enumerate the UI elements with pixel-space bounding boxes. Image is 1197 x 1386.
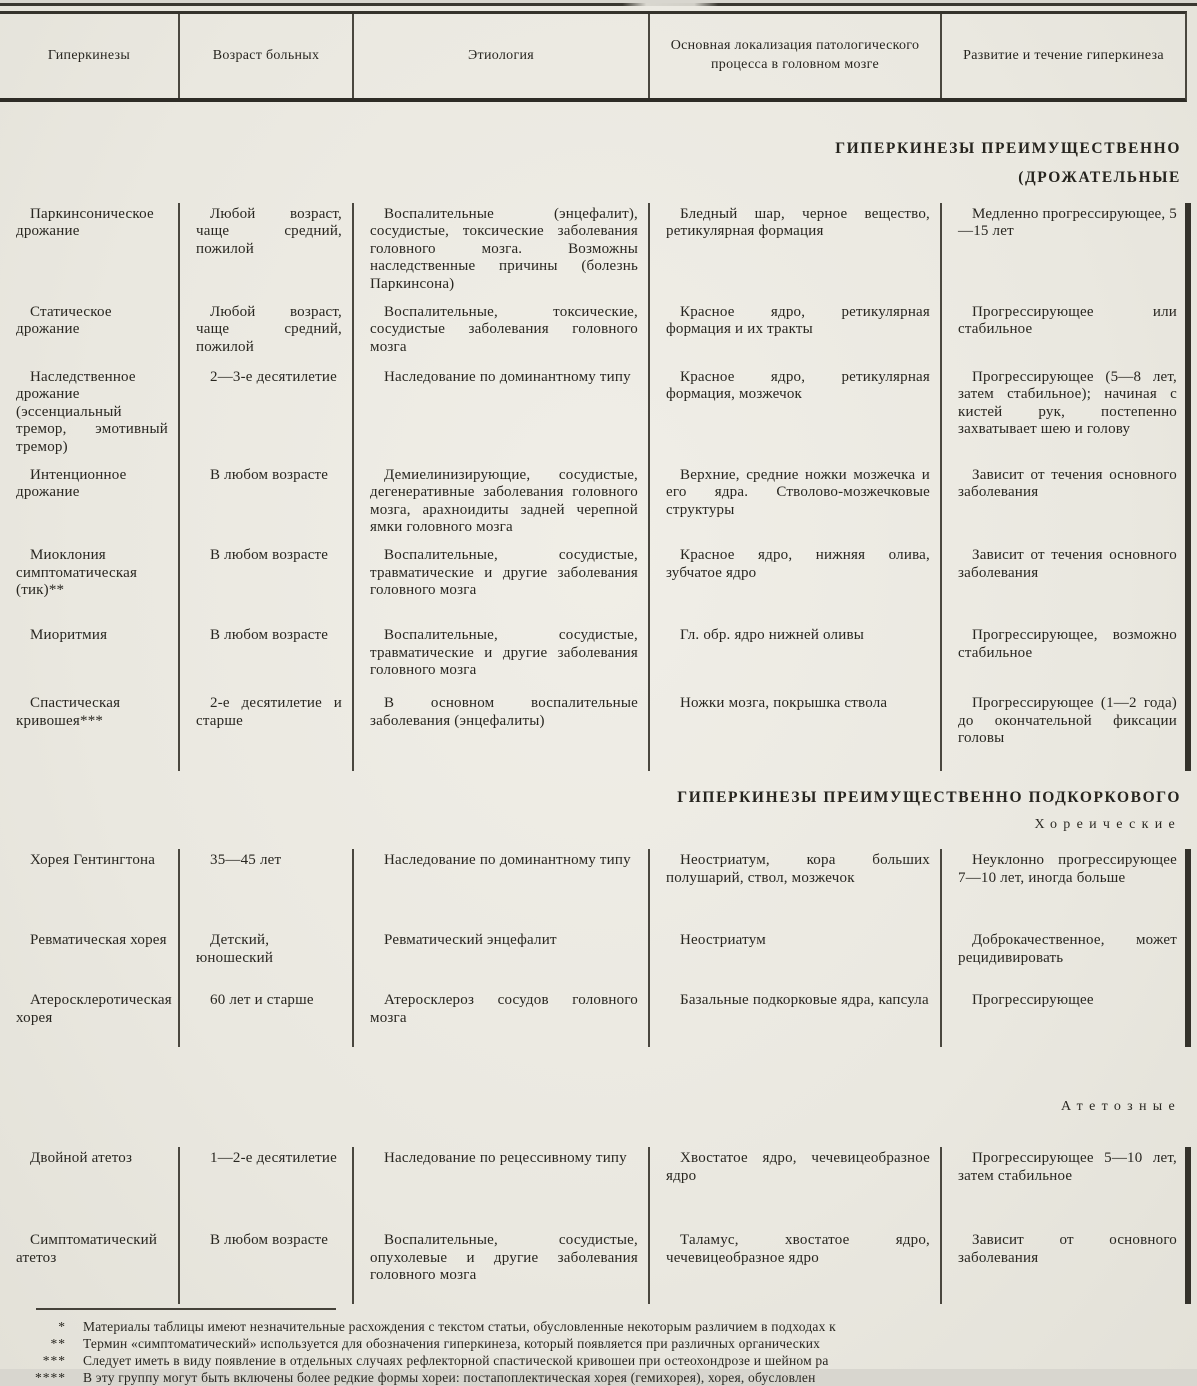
- section-heading-line2: (ДРОЖАТЕЛЬНЫЕ: [1018, 169, 1181, 186]
- cell-text: Статическое дрожание: [16, 303, 112, 338]
- cell-text: Зависит от течения основного заболевания: [958, 547, 1177, 581]
- cell-text: Зависит от основного заболевания: [958, 1232, 1177, 1266]
- table-cell: [0, 544, 178, 624]
- table-cell: [940, 929, 1185, 989]
- table-cell: [648, 989, 940, 1047]
- table-cell: [352, 692, 648, 771]
- cell-text: Любой возраст, чаще средний, пожилой: [196, 303, 342, 355]
- section-heading-line1: ГИПЕРКИНЕЗЫ ПРЕИМУЩЕСТВЕННО ПОДКОРКОВОГО: [677, 789, 1181, 807]
- table-cell: [648, 366, 940, 464]
- table-row: [0, 1229, 1185, 1304]
- table-cell: [940, 1147, 1185, 1229]
- table-cell: [940, 989, 1185, 1047]
- footnote-line: [0, 1335, 1197, 1352]
- table-cell: [352, 366, 648, 464]
- cell-text: Ревматический энцефалит: [384, 932, 557, 949]
- cell-text: 2-е десятилетие и старше: [196, 695, 342, 729]
- cell-text: Миоритмия: [30, 627, 108, 644]
- cell-text: Спастическая кривошея***: [16, 695, 121, 729]
- table-cell: [0, 1229, 178, 1304]
- cell-text: Базальные подкорковые ядра, капсула: [680, 992, 929, 1009]
- table-cell: [0, 301, 178, 366]
- footnote-line: [0, 1318, 1197, 1335]
- footnote-marker: ****: [35, 1370, 66, 1386]
- column-header-hyperkineses: Гиперкинезы: [47, 47, 131, 63]
- cell-text: 60 лет и старше: [210, 992, 314, 1009]
- table-cell: [352, 989, 648, 1047]
- section-heading-tremulous: [0, 140, 1185, 187]
- cell-text: Прогрессирующее или стабильное: [958, 303, 1177, 338]
- footnote-text: В эту группу могут быть включены более редкие формы хореи: постапоплектическая хорея (гемихорея), хорея, обусловлен: [83, 1370, 816, 1386]
- cell-text: Миоклония симптоматическая (тик)**: [16, 547, 138, 599]
- cell-text: Воспалительные (энцефалит), сосудистые, токсические заболевания головного мозга. Возможны наследственные причины (болезнь Паркинсона): [370, 206, 638, 292]
- table-cell: [0, 849, 178, 929]
- table-cell: [352, 849, 648, 929]
- table-cell: [0, 692, 178, 771]
- cell-text: В любом возрасте: [210, 1232, 329, 1249]
- cell-text: Любой возраст, чаще средний, пожилой: [196, 206, 342, 257]
- cell-text: Зависит от течения основного заболевания: [958, 466, 1177, 501]
- cell-text: Воспалительные, сосудистые, травматические и другие заболевания головного мозга: [370, 547, 638, 599]
- table-cell: [0, 1147, 178, 1229]
- cell-text: Атеросклероз сосудов головного мозга: [370, 992, 638, 1026]
- cell-text: Прогрессирующее, возможно стабильное: [958, 627, 1177, 661]
- table-cell: [178, 464, 352, 545]
- table-row: [0, 989, 1185, 1047]
- footnote-line: [0, 1369, 1197, 1386]
- footnote-marker: ***: [42, 1353, 66, 1369]
- table-row: [0, 1147, 1185, 1229]
- table-cell: [178, 544, 352, 624]
- cell-text: Красное ядро, ретикулярная формация и их тракты: [666, 303, 930, 338]
- table-row: [0, 203, 1185, 301]
- cell-text: Паркинсоническое дрожание: [16, 206, 154, 240]
- table-cell: [940, 1229, 1185, 1304]
- footnote-text: Термин «симптоматический» используется для обозначения гиперкинеза, который появляется при различных органических: [83, 1336, 821, 1352]
- table-cell: [940, 544, 1185, 624]
- table-cell: [648, 929, 940, 989]
- table-row: [0, 366, 1185, 464]
- cell-text: Детский, юношеский: [196, 932, 274, 966]
- cell-text: Таламус, хвостатое ядро, чечевицеобразное ядро: [666, 1232, 930, 1266]
- scanned-table-page: [0, 3, 1197, 1386]
- footnote-separator-rule: [36, 1308, 336, 1310]
- table-cell: [648, 1229, 940, 1304]
- table-row: [0, 929, 1185, 989]
- table-row: [0, 464, 1185, 545]
- table-cell: [0, 624, 178, 692]
- table-cell: [352, 1229, 648, 1304]
- cell-text: Неостриатум: [680, 932, 766, 949]
- cell-text: Прогрессирующее: [972, 992, 1094, 1009]
- table-row: [0, 624, 1185, 692]
- cell-text: Наследственное дрожание (эссенциальный тремор, эмотивный тремор): [16, 368, 168, 455]
- table-cell: [352, 203, 648, 301]
- table-row: [0, 692, 1185, 771]
- table-cell: [178, 929, 352, 989]
- cell-text: Хвостатое ядро, чечевицеобразное ядро: [666, 1150, 930, 1184]
- table-cell: [352, 624, 648, 692]
- table-cell: [178, 989, 352, 1047]
- cell-text: Ревматическая хорея: [30, 932, 167, 949]
- cell-text: Красное ядро, нижняя олива, зубчатое ядро: [666, 547, 930, 581]
- cell-text: Интенционное дрожание: [16, 466, 127, 501]
- table-row: [0, 849, 1185, 929]
- cell-text: Воспалительные, токсические, сосудистые заболевания головного мозга: [370, 303, 638, 355]
- page-top-rule: [0, 3, 1197, 6]
- cell-text: Прогрессирующее 5—10 лет, затем стабильное: [958, 1150, 1177, 1184]
- cell-text: Неостриатум, кора больших полушарий, ствол, мозжечок: [666, 852, 930, 886]
- table-cell: [648, 849, 940, 929]
- table-cell: [0, 464, 178, 545]
- table-cell: [178, 203, 352, 301]
- subgroup-heading-choreic: Хореические: [1034, 817, 1181, 833]
- table-row: [0, 301, 1185, 366]
- table-row: [0, 544, 1185, 624]
- cell-text: Воспалительные, сосудистые, травматические и другие заболевания головного мозга: [370, 627, 638, 679]
- cell-text: Доброкачественное, может рецидивировать: [958, 932, 1177, 966]
- cell-text: Ножки мозга, покрышка ствола: [680, 695, 888, 712]
- table-cell: [0, 989, 178, 1047]
- table-cell: [940, 849, 1185, 929]
- table-body-tremulous: [0, 203, 1191, 771]
- subgroup-heading-athetoid: Атетозные: [1060, 1099, 1181, 1115]
- column-header-course: Развитие и течение гиперкинеза: [940, 14, 1185, 98]
- cell-text: Симптоматический атетоз: [16, 1232, 158, 1266]
- cell-text: Демиелинизирующие, сосудистые, дегенеративные заболевания головного мозга, арахноидиты задней черепной ямки головного мозга: [370, 466, 638, 536]
- cell-text: Гл. обр. ядро нижней оливы: [680, 627, 864, 644]
- table-cell: [940, 203, 1185, 301]
- table-cell: [648, 301, 940, 366]
- table-cell: [352, 544, 648, 624]
- table-cell: [940, 624, 1185, 692]
- cell-text: Медленно прогрессирующее, 5—15 лет: [958, 206, 1178, 240]
- table-cell: [940, 692, 1185, 771]
- cell-text: Двойной атетоз: [30, 1150, 133, 1167]
- table-cell: [648, 203, 940, 301]
- table-cell: [352, 1147, 648, 1229]
- table-cell: [178, 366, 352, 464]
- table-cell: [940, 366, 1185, 464]
- table-cell: [352, 929, 648, 989]
- table-cell: [0, 366, 178, 464]
- table-body-choreic: [0, 849, 1191, 1047]
- table-body-athetoid: [0, 1147, 1191, 1304]
- table-cell: [648, 692, 940, 771]
- table-cell: [178, 1147, 352, 1229]
- cell-text: 1—2-е десятилетие: [210, 1150, 337, 1167]
- table-cell: [648, 464, 940, 545]
- cell-text: Верхние, средние ножки мозжечка и его ядра. Стволово-мозжечковые структуры: [666, 466, 930, 518]
- cell-text: Воспалительные, сосудистые, опухолевые и другие заболевания головного мозга: [370, 1232, 638, 1284]
- cell-text: Хорея Гентингтона: [30, 852, 156, 869]
- table-cell: [940, 464, 1185, 545]
- footnote-text: Материалы таблицы имеют незначительные расхождения с текстом статьи, обусловленные некоторым различием в подходах к: [83, 1319, 836, 1335]
- cell-text: В любом возрасте: [210, 466, 329, 483]
- table-cell: [648, 1147, 940, 1229]
- footnote-text: Следует иметь в виду появление в отдельных случаях рефлекторной спастической кривошеи при остеохондрозе и шейном ра: [83, 1353, 829, 1369]
- table-cell: [178, 1229, 352, 1304]
- footnote-line: [0, 1352, 1197, 1369]
- footnote-marker: **: [50, 1336, 66, 1352]
- table-cell: [352, 301, 648, 366]
- cell-text: Наследование по доминантному типу: [384, 852, 631, 869]
- table-cell: [0, 203, 178, 301]
- table-cell: [0, 929, 178, 989]
- table-cell: [178, 692, 352, 771]
- section-heading-athetoid: [0, 1099, 1185, 1115]
- cell-text: Атеросклеротическая хорея: [16, 992, 172, 1026]
- table-cell: [648, 624, 940, 692]
- cell-text: В любом возрасте: [210, 627, 329, 644]
- cell-text: Красное ядро, ретикулярная формация, мозжечок: [666, 368, 930, 403]
- table-cell: [178, 301, 352, 366]
- column-header-age: Возраст больных: [178, 14, 352, 98]
- cell-text: В основном воспалительные заболевания (энцефалиты): [370, 695, 638, 729]
- cell-text: Прогрессирующее (1—2 года) до окончательной фиксации головы: [958, 695, 1177, 747]
- cell-text: Прогрессирующее (5—8 лет, затем стабильное); начиная с кистей рук, постепенно захватывает шею и голову: [958, 368, 1177, 438]
- cell-text: Бледный шар, черное вещество, ретикулярная формация: [666, 206, 930, 240]
- table-cell: [940, 301, 1185, 366]
- table-cell: [178, 849, 352, 929]
- footnotes-block: [0, 1318, 1197, 1386]
- column-header-localization: Основная локализация патологического процесса в головном мозге: [648, 14, 940, 98]
- column-header-etiology: Этиология: [352, 14, 648, 98]
- table-cell: [352, 464, 648, 545]
- section-heading-subcortical: [0, 789, 1185, 833]
- cell-text: Наследование по рецессивному типу: [384, 1150, 627, 1167]
- table-cell: [648, 544, 940, 624]
- cell-text: В любом возрасте: [210, 547, 329, 564]
- footnote-marker: *: [58, 1319, 66, 1335]
- cell-text: 35—45 лет: [210, 852, 282, 869]
- cell-text: 2—3-е десятилетие: [210, 368, 337, 385]
- section-heading-line1: ГИПЕРКИНЕЗЫ ПРЕИМУЩЕСТВЕННО: [835, 140, 1181, 157]
- cell-text: Наследование по доминантному типу: [384, 368, 631, 385]
- cell-text: Неуклонно прогрессирующее 7—10 лет, иногда больше: [958, 852, 1177, 886]
- table-cell: [178, 624, 352, 692]
- table-header-row: [0, 11, 1187, 102]
